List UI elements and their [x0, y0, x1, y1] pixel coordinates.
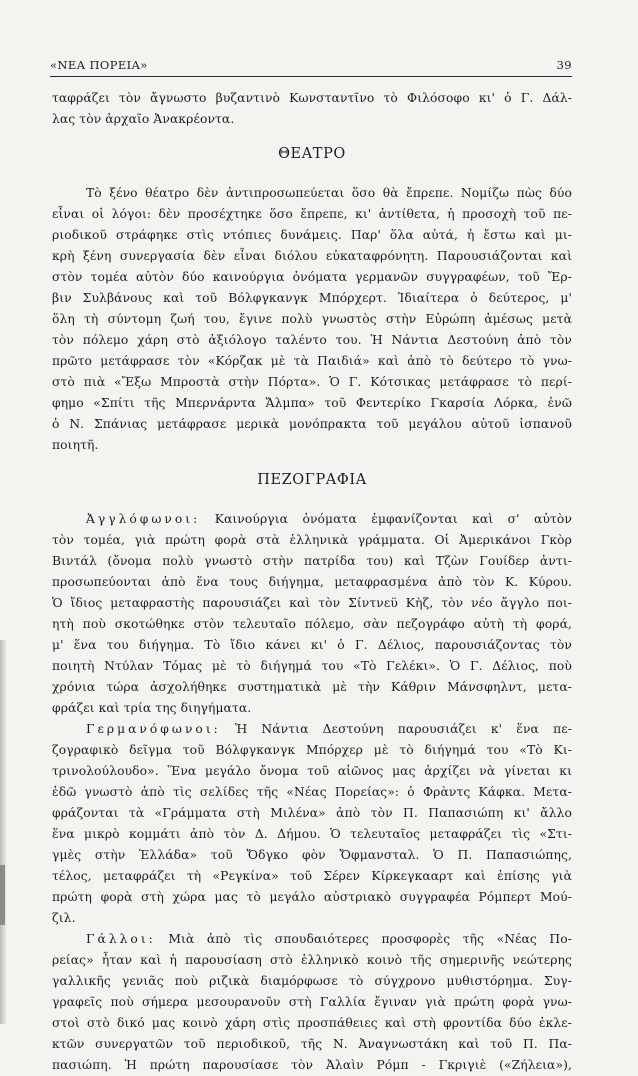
text-line: γραφεῖς ποὺ σήμερα μεσουρανοῦν στὴ Γαλλία ἔγιναν γιὰ πρώτη φορὰ γνω-: [52, 995, 572, 1009]
text-line: Ὁ ἴδιος μεταφραστὴς παρουσιάζει καὶ τὸν Σίντνεϋ Κὴζ, τὸν νέο ἄγγλο ποι-: [52, 596, 572, 610]
text-line: τρινολούλουδο». Ἕνα μεγάλο ὄνομα τοῦ αἰῶνος μας ἀρχίζει νὰ γίνεται κι: [52, 764, 572, 778]
text-line: φράζονται τὰ «Γράμματα στὴ Μιλένα» ἀπὸ τὸν Π. Παπασιώπη κι' ἄλλο: [52, 806, 572, 820]
text-line: προσωπεύονται ἀπὸ ἕνα τους διήγημα, μεταφρασμένα ἀπὸ τὸν Κ. Κύρου.: [52, 575, 572, 589]
text-line: ζογραφικὸ δεῖγμα τοῦ Βόλφγκανγκ Μπόρχερ μὲ τὸ διήγημά του «Τὸ Κι-: [52, 743, 572, 757]
text-run: Ἡ Νάντια Δεστούνη παρουσιάζει κ' ἕνα πε-: [234, 722, 572, 736]
text-line: [52, 719, 572, 740]
theatre-paragraph: [52, 183, 572, 456]
text-line: ποιητῆ.: [52, 438, 99, 452]
prose-paragraph-french: [52, 929, 572, 1076]
text-line: φημο «Σπίτι τῆς Μπερνάρντα Ἄλμπα» τοῦ Φεντερίκο Γκαρσία Λόρκα, ἐνῶ: [52, 396, 572, 410]
text-line: ποιητὴ Ντύλαν Τόμας μὲ τὸ διήγημά του «Τὸ Γελέκι». Ὁ Γ. Δέλιος, ποὺ: [52, 659, 572, 673]
header-rule: [50, 76, 572, 77]
text-line: φράζει καὶ τρία της διηγήματα.: [52, 701, 252, 715]
text-line: χρόνια τώρα ἀσχολήθηκε συστηματικὰ μὲ τὴν Κάθριν Μάνσφηλντ, μετα-: [52, 680, 572, 694]
text-line: τὸν τομέα, γιὰ πρώτη φορὰ στὰ ἑλληνικὰ γράμματα. Οἱ Ἀμερικάνοι Γκὸρ: [52, 533, 572, 547]
text-line: λας τὸν ἀρχαῖο Ἀνακρέοντα.: [52, 112, 235, 126]
section-heading-prose: ΠΕΖΟΓΡΑΦΙΑ: [257, 472, 367, 488]
text-line: στὸ πιὰ «Ἔξω Μπροστὰ στὴν Πόρτα». Ὁ Γ. Κότσικας μετάφρασε τὸ περί-: [52, 375, 572, 389]
subsection-label: Γερμανόφωνοι:: [86, 722, 221, 736]
text-run: Μιὰ ἀπὸ τὶς σπουδαιότερες προσφορὲς τῆς «Νέας Πο-: [168, 932, 572, 946]
text-line: βιν Συλβάνους καὶ τοῦ Βόλφγκανγκ Μπόρχερτ. Ἰδιαίτερα ὁ δεύτερος, μ': [52, 291, 572, 305]
text-line: μ' ἕνα του διήγημα. Τὸ ἴδιο κάνει κι' ὁ Γ. Δέλιος, παρουσιάζοντας τὸν: [52, 638, 572, 652]
text-line: πασιώπη. Ἡ πρώτη παρουσίασε τὸν Ἀλαὶν Ρόμπ - Γκριγιὲ («Ζήλεια»),: [52, 1058, 572, 1072]
text-line: τέλος, μεταφράζει τὴ «Ρεγκίνα» τοῦ Σέρεν Κίρκεγκααρτ καὶ ἐπίσης γιὰ: [52, 869, 572, 883]
text-line: ζιλ.: [52, 911, 76, 925]
text-line: ἐδῶ γνωστὸ ἀπὸ τὶς σελίδες τῆς «Νέας Πορείας»: ὁ Φρὰντς Κάφκα. Μετα-: [52, 785, 572, 799]
text-line: ὁ Ν. Σπάνιας μετάφρασε μερικὰ μονόπρακτα τοῦ μεγάλου αὐτοῦ ἱσπανοῦ: [52, 417, 572, 431]
text-line: τὸν πόλεμο χάρη στὸ ἀξιόλογο ταλέντο του. Ἡ Νάντια Δεστούνη ἀπὸ τὸν: [52, 333, 572, 347]
body-text: [52, 88, 572, 1076]
text-line: ρείας» ἦταν καὶ ἡ παρουσίαση στὸ ἑλληνικὸ κοινὸ τῆς σημερινῆς νεώτερης: [52, 953, 572, 967]
prose-paragraph-german: [52, 719, 572, 929]
text-line: Τὸ ξένο θέατρο δὲν ἀντιπροσωπεύεται ὅσο θὰ ἔπρεπε. Νομίζω πὼς δύο: [86, 186, 572, 200]
text-line: ὅλη τὴ σύντομη ζωή του, ἔγινε πολὺ γνωστὸς στὴν Εὐρώπη ἀμέσως μετὰ: [52, 312, 572, 326]
text-line: εἶναι οἱ λόγοι: δὲν προσέχτηκε ὅσο ἔπρεπε, κι' ἀντίθετα, ἡ προσοχὴ τοῦ πε-: [52, 207, 572, 221]
text-line: κρὴ ξένη συνεργασία δὲν εἶναι διόλου εὐκαταφρόνητη. Παρουσιάζονται καὶ: [52, 249, 572, 263]
page-edge-mark: [0, 865, 5, 925]
text-line: Βιντάλ (ὄνομα πολὺ γνωστὸ στὴν πατρίδα του) καὶ Τζὼν Γουίδερ ἀντι-: [52, 554, 572, 568]
text-line: πρῶτο μετάφρασε τὸν «Κόρζακ μὲ τὰ Παιδιά» καὶ ἀπὸ τὸ δεύτερο τὸ γνω-: [52, 354, 572, 368]
text-line: ριοδικοῦ στράφηκε στὶς ντόπιες δυνάμεις. Παρ' ὅλα αὐτά, ἡ ἔστω καὶ μι-: [52, 228, 572, 242]
text-run: Καινούργια ὀνόματα ἐμφανίζονται καὶ σ' αὐτὸν: [214, 512, 572, 526]
text-line: ητὴ ποὺ σκοτώθηκε στὸν τελευταῖο πόλεμο, σὰν πεζογράφο αὐτὴ τὴ φορά,: [52, 617, 572, 631]
text-line: ταφράζει τὸν ἄγνωστο βυζαντινὸ Κωνσταντῖνο τὸ Φιλόσοφο κι' ὁ Γ. Δάλ-: [52, 91, 572, 105]
prose-paragraph-english: [52, 509, 572, 719]
text-line: γμὲς στὴν Ἑλλάδα» τοῦ Ὄδγκο φὸν Ὄφμανσταλ. Ὁ Π. Παπασιώπης,: [52, 848, 572, 862]
subsection-label: Γάλλοι:: [86, 932, 156, 946]
page-edge-shadow: [0, 640, 7, 1024]
text-line: γαλλικῆς γενιᾶς ποὺ ριζικὰ διαμόρφωσε τὸ σύγχρονο μυθιστόρημα. Συγ-: [52, 974, 572, 988]
section-heading-theatre: ΘΕΑΤΡΟ: [278, 146, 346, 162]
page-number: 39: [556, 58, 572, 72]
journal-title: «ΝΕΑ ΠΟΡΕΙΑ»: [50, 58, 148, 72]
text-line: στὸν τομέα αὐτὸν δύο καινούργια ὀνόματα γερμανῶν συγγραφέων, τοῦ Ἔρ-: [52, 270, 572, 284]
text-line: [52, 509, 572, 530]
text-line: ἕνα μικρὸ κομμάτι ἀπὸ τὸν Δ. Δήμου. Ὁ τελευταῖος μεταφράζει τὶς «Στι-: [52, 827, 572, 841]
text-line: κτῶν συνεργατῶν τοῦ περιοδικοῦ, τῆς Ν. Ἀναγνωστάκη καὶ τοῦ Π. Πα-: [52, 1037, 572, 1051]
subsection-label: Ἀγγλόφωνοι:: [86, 512, 201, 526]
text-line: πρώτη φορὰ στὴ χώρα μας τὸ μεγάλο αὐστριακὸ συγγραφέα Ρόμπερτ Μού-: [52, 890, 572, 904]
text-line: στοὶ στὸ δικό μας κοινὸ χάρη στὶς προσπάθειες καὶ στὴ φροντίδα δύο ἐκλε-: [52, 1016, 572, 1030]
text-line: [52, 929, 572, 950]
